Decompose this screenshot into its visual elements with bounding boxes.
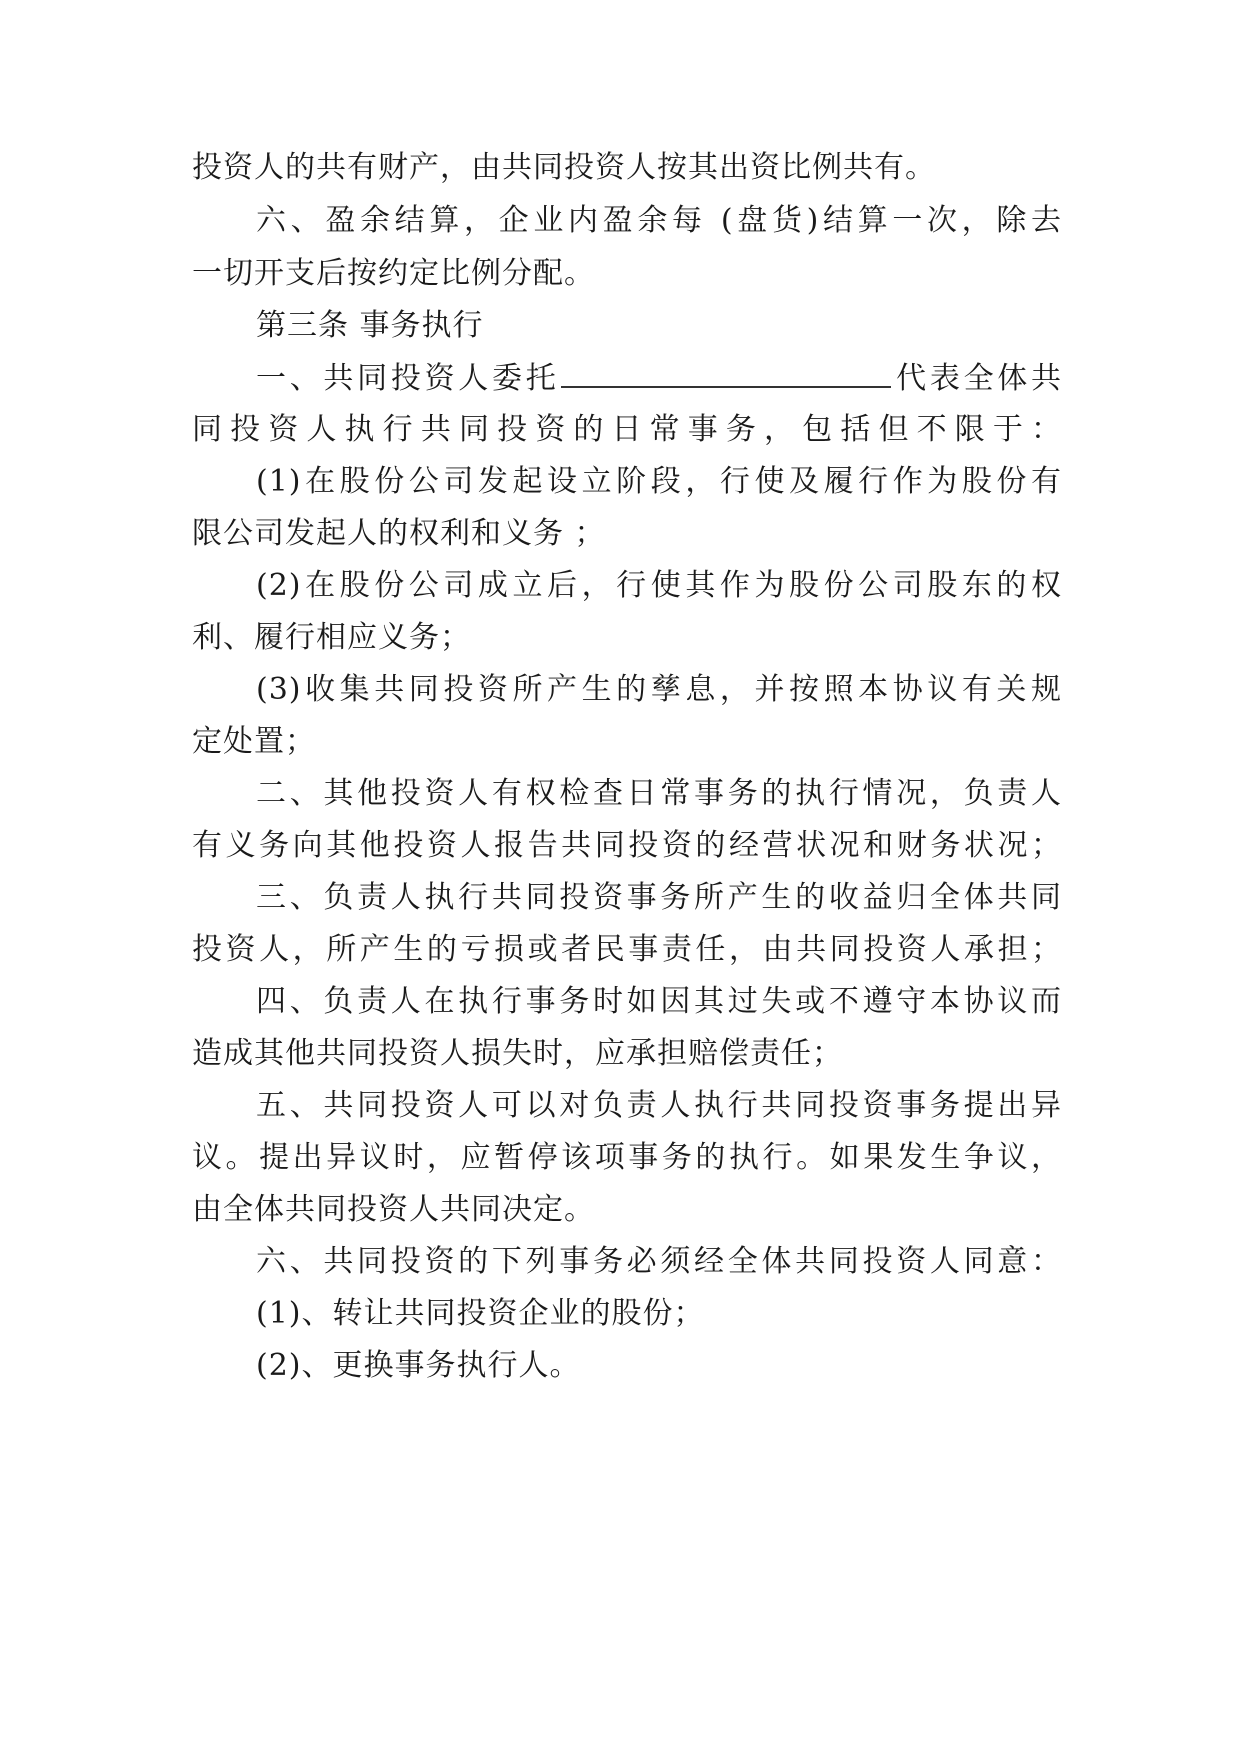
text-line-20: 议。提出异议时，应暂停该项事务的执行。如果发生争议， [192,1140,1062,1175]
text-line-2: 六、盈余结算，企业内盈余每 (盘货)结算一次，除去 [256,203,1062,238]
text-line-16: 投资人，所产生的亏损或者民事责任，由共同投资人承担； [192,932,1062,967]
text-line-24: (2)、更换事务执行人。 [256,1348,581,1383]
text-line-6: 同投资人执行共同投资的日常事务，包括但不限于： [192,412,1062,447]
text-line-3: 一切开支后按约定比例分配。 [192,256,595,291]
text-line-15: 三、负责人执行共同投资事务所产生的收益归全体共同 [256,880,1062,915]
text-line-5 [256,358,1062,398]
text-line-8: 限公司发起人的权利和义务 ； [192,516,606,551]
text-line-10: 利、履行相应义务； [192,620,471,655]
text-line-22: 六、共同投资的下列事务必须经全体共同投资人同意： [256,1244,1062,1279]
text-line-5-after: 代表全体共 [893,361,1063,396]
text-line-12: 定处置； [192,724,316,759]
text-line-14: 有义务向其他投资人报告共同投资的经营状况和财务状况； [192,828,1062,863]
text-line-11: (3)收集共同投资所产生的孳息，并按照本协议有关规 [256,672,1062,707]
text-line-5-before: 一、共同投资人委托 [256,361,560,396]
fill-in-blank[interactable] [561,358,891,388]
text-line-7: (1)在股份公司发起设立阶段，行使及履行作为股份有 [256,464,1062,499]
text-line-21: 由全体共同投资人共同决定。 [192,1192,595,1227]
text-line-9: (2)在股份公司成立后，行使其作为股份公司股东的权 [256,568,1062,603]
text-line-13: 二、其他投资人有权检查日常事务的执行情况，负责人 [256,776,1062,811]
text-line-17: 四、负责人在执行事务时如因其过失或不遵守本协议而 [256,984,1062,1019]
text-line-18: 造成其他共同投资人损失时，应承担赔偿责任； [192,1036,843,1071]
section-heading: 第三条 事务执行 [256,308,484,343]
text-line-1: 投资人的共有财产，由共同投资人按其出资比例共有。 [192,150,936,185]
text-line-19: 五、共同投资人可以对负责人执行共同投资事务提出异 [256,1088,1062,1123]
text-line-23: (1)、转让共同投资企业的股份； [256,1296,705,1331]
